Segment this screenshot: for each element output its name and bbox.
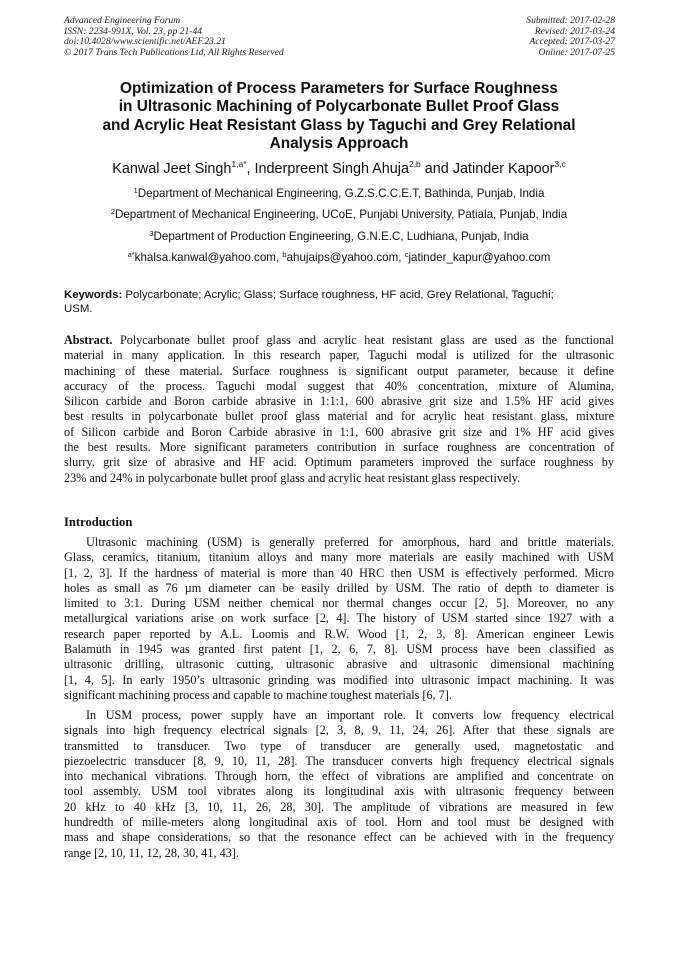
paragraph-line: significant machining process and capable to machine toughest materials [6, 7]. [64, 687, 452, 702]
abstract-line: material in many application. In this research paper, Taguchi modal is utilized for the ultrasonic [64, 348, 614, 363]
author-emails [40, 251, 638, 265]
paragraph-line: range [2, 10, 11, 12, 28, 30, 41, 43]. [64, 845, 239, 860]
submitted-date: Submitted: 2017-02-28 [526, 15, 615, 26]
affiliation-number: 2 [110, 207, 115, 216]
affiliation-text: Department of Production Engineering, G.N.E.C, Ludhiana, Punjab, India [153, 230, 529, 243]
journal-name: Advanced Engineering Forum [64, 15, 181, 26]
affiliation-text: Department of Mechanical Engineering, G.Z.S.C.C.E.T, Bathinda, Punjab, India [137, 187, 545, 200]
abstract-line: the best results. More significant parameters contribution in surface roughness are concentration of [64, 440, 614, 455]
paragraph-line: mass and shape considerations, so that the resonance effect can be achieved with in the frequency [64, 830, 614, 845]
author-superscript: 1,a* [231, 159, 247, 169]
title-line: in Ultrasonic Machining of Polycarbonate Bullet Proof Glass [118, 98, 560, 116]
paragraph-line: hundredth of mille-meters along longitudinal axis of tool. Horn and tool must be designed with [64, 815, 614, 830]
author-name: Jatinder Kapoor [452, 161, 555, 177]
email-marker: a* [127, 250, 135, 259]
author-name: Kanwal Jeet Singh [112, 161, 232, 177]
copyright-line: © 2017 Trans Tech Publications Ltd, All Rights Reserved [64, 46, 284, 58]
paper-title [60, 80, 618, 154]
paragraph-line: Glass, ceramics, titanium, titanium alloys and many more materials are easily machined with USM [64, 550, 614, 565]
paragraph-line: limited to 3:1. During USM neither chemical nor thermal changes occur [2, 5]. Moreover, no any [64, 596, 614, 611]
title-line: Optimization of Process Parameters for Surface Roughness [120, 80, 558, 97]
author-name: Inderpreent Singh Ahuja [254, 161, 409, 177]
keywords-text: USM. [64, 303, 93, 316]
abstract-line: 23% and 24% in polycarbonate bullet proof glass and acrylic heat resistant glass respectively. [64, 470, 521, 485]
keywords-text: Polycarbonate; Acrylic; Glass; Surface roughness, HF acid, Grey Relational, Taguchi; [122, 289, 554, 301]
abstract-label: Abstract. [64, 333, 113, 347]
author-list [40, 160, 638, 178]
paragraph-line: [1, 2, 3]. If the hardness of material is more than 40 HRC then USM is effectively performed. Micro [64, 565, 614, 580]
abstract-section [64, 333, 614, 486]
paragraph-line: tool assembly. USM tool vibrates along its longitudinal axis with ultrasonic frequency between [64, 784, 614, 799]
title-line: and Acrylic Heat Resistant Glass by Taguchi and Grey Relational [102, 116, 576, 134]
accepted-date: Accepted: 2017-03-27 [529, 36, 615, 48]
abstract-line: machining of these material. Surface roughness is significant output parameter, because it define [64, 363, 614, 378]
title-line: Analysis Approach [269, 135, 409, 153]
author-superscript: 2,b [408, 159, 421, 169]
abstract-line: of Silicon carbide and Boron Carbide abrasive in 1:1, 600 abrasive grit size and 1% HF acid gives [64, 424, 614, 439]
email-address: khalsa.kanwal@yahoo.com, [134, 251, 283, 264]
paragraph-line: In USM process, power supply have an important role. It converts low frequency electrical [86, 708, 614, 722]
paragraph-line: Ultrasonic machining (USM) is generally preferred for amorphous, hard and brittle materials. [86, 535, 614, 549]
journal-info-header [64, 16, 284, 58]
introduction-paragraph-2 [64, 708, 614, 861]
abstract-line: slurry, grit size of abrasive and HF acid. Optimum parameters improved the surface roughness by [64, 455, 614, 470]
keywords-section [64, 288, 614, 316]
introduction-heading: Introduction [64, 515, 133, 529]
paragraph-line: [1, 4, 5]. In early 1950’s ultrasonic grinding was modified into ultrasonic impact machining. It was [64, 672, 614, 687]
author-separator: and [420, 161, 453, 177]
paragraph-line: holes as small as 76 µm diameter can be easily drilled by USM. The ratio of depth to diameter is [64, 580, 614, 595]
paragraph-line: transmitted to transducer. Two type of transducer are generally used, magnetostatic and [64, 738, 614, 753]
journal-doi: doi:10.4028/www.scientific.net/AEF.23.21 [64, 36, 226, 48]
keywords-label: Keywords: [64, 289, 123, 301]
abstract-line: accuracy of the process. Taguchi modal suggest that 40% concentration, mixture of Alumina, [64, 378, 614, 393]
affiliation-text: Department of Mechanical Engineering, UCoE, Punjabi University, Patiala, Punjab, India [114, 208, 568, 221]
affiliation [40, 208, 638, 222]
email-address: jatinder_kapur@yahoo.com [408, 251, 551, 264]
revised-date: Revised: 2017-03-24 [534, 25, 615, 37]
affiliation-number: 3 [149, 229, 154, 238]
author-separator: , [246, 161, 255, 177]
paragraph-line: into mechanical vibrations. Through horn, the effect of vibrations are amplified and concentrate on [64, 769, 614, 784]
paragraph-line: research paper reported by A.L. Loomis and R.W. Wood [1, 2, 3, 8]. American engineer Lewis [64, 626, 614, 641]
affiliation [40, 230, 638, 244]
journal-issn: ISSN: 2234-991X, Vol. 23, pp 21-44 [64, 25, 203, 37]
paragraph-line: piezoelectric transducer [8, 9, 10, 11, 28]. The transducer converts high frequency electrical signals [64, 753, 614, 768]
abstract-line: best results in polycarbonate bullet proof glass material and for acrylic heat resistant glass, mixture [64, 409, 614, 424]
online-date: Online: 2017-07-25 [538, 46, 615, 58]
paragraph-line: signals into high frequency electrical signals [2, 3, 8, 9, 11, 24, 26]. After that these signals are [64, 723, 614, 738]
paragraph-line: 20 kHz to 40 kHz [3, 10, 11, 26, 28, 30]. The amplitude of vibrations are measured in few [64, 799, 614, 814]
paragraph-line: ultrasonic drilling, ultrasonic cutting, ultrasonic abrasive and ultrasonic dimensional machining [64, 657, 614, 672]
email-marker: b [282, 250, 287, 259]
introduction-paragraph-1 [64, 535, 614, 703]
paragraph-line: Balamuth in 1945 was granted first patent [1, 2, 6, 7, 8]. USM process have been classified as [64, 642, 614, 657]
author-superscript: 3,c [554, 159, 566, 169]
affiliation-number: 1 [133, 186, 138, 195]
email-address: ahujaips@yahoo.com, [286, 251, 405, 264]
abstract-text: Polycarbonate bullet proof glass and acrylic heat resistant glass are used as the functional [112, 333, 614, 347]
affiliation [40, 187, 638, 201]
paragraph-line: metallurgical variations arise on work surface [2, 4]. The history of USM started since 1927 with a [64, 611, 614, 626]
email-marker: c [404, 250, 409, 259]
submission-dates-header [526, 16, 615, 58]
abstract-line: Silicon carbide and Boron carbide abrasive in 1:1:1, 600 abrasive grit size and 1.5% HF acid gives [64, 394, 614, 409]
